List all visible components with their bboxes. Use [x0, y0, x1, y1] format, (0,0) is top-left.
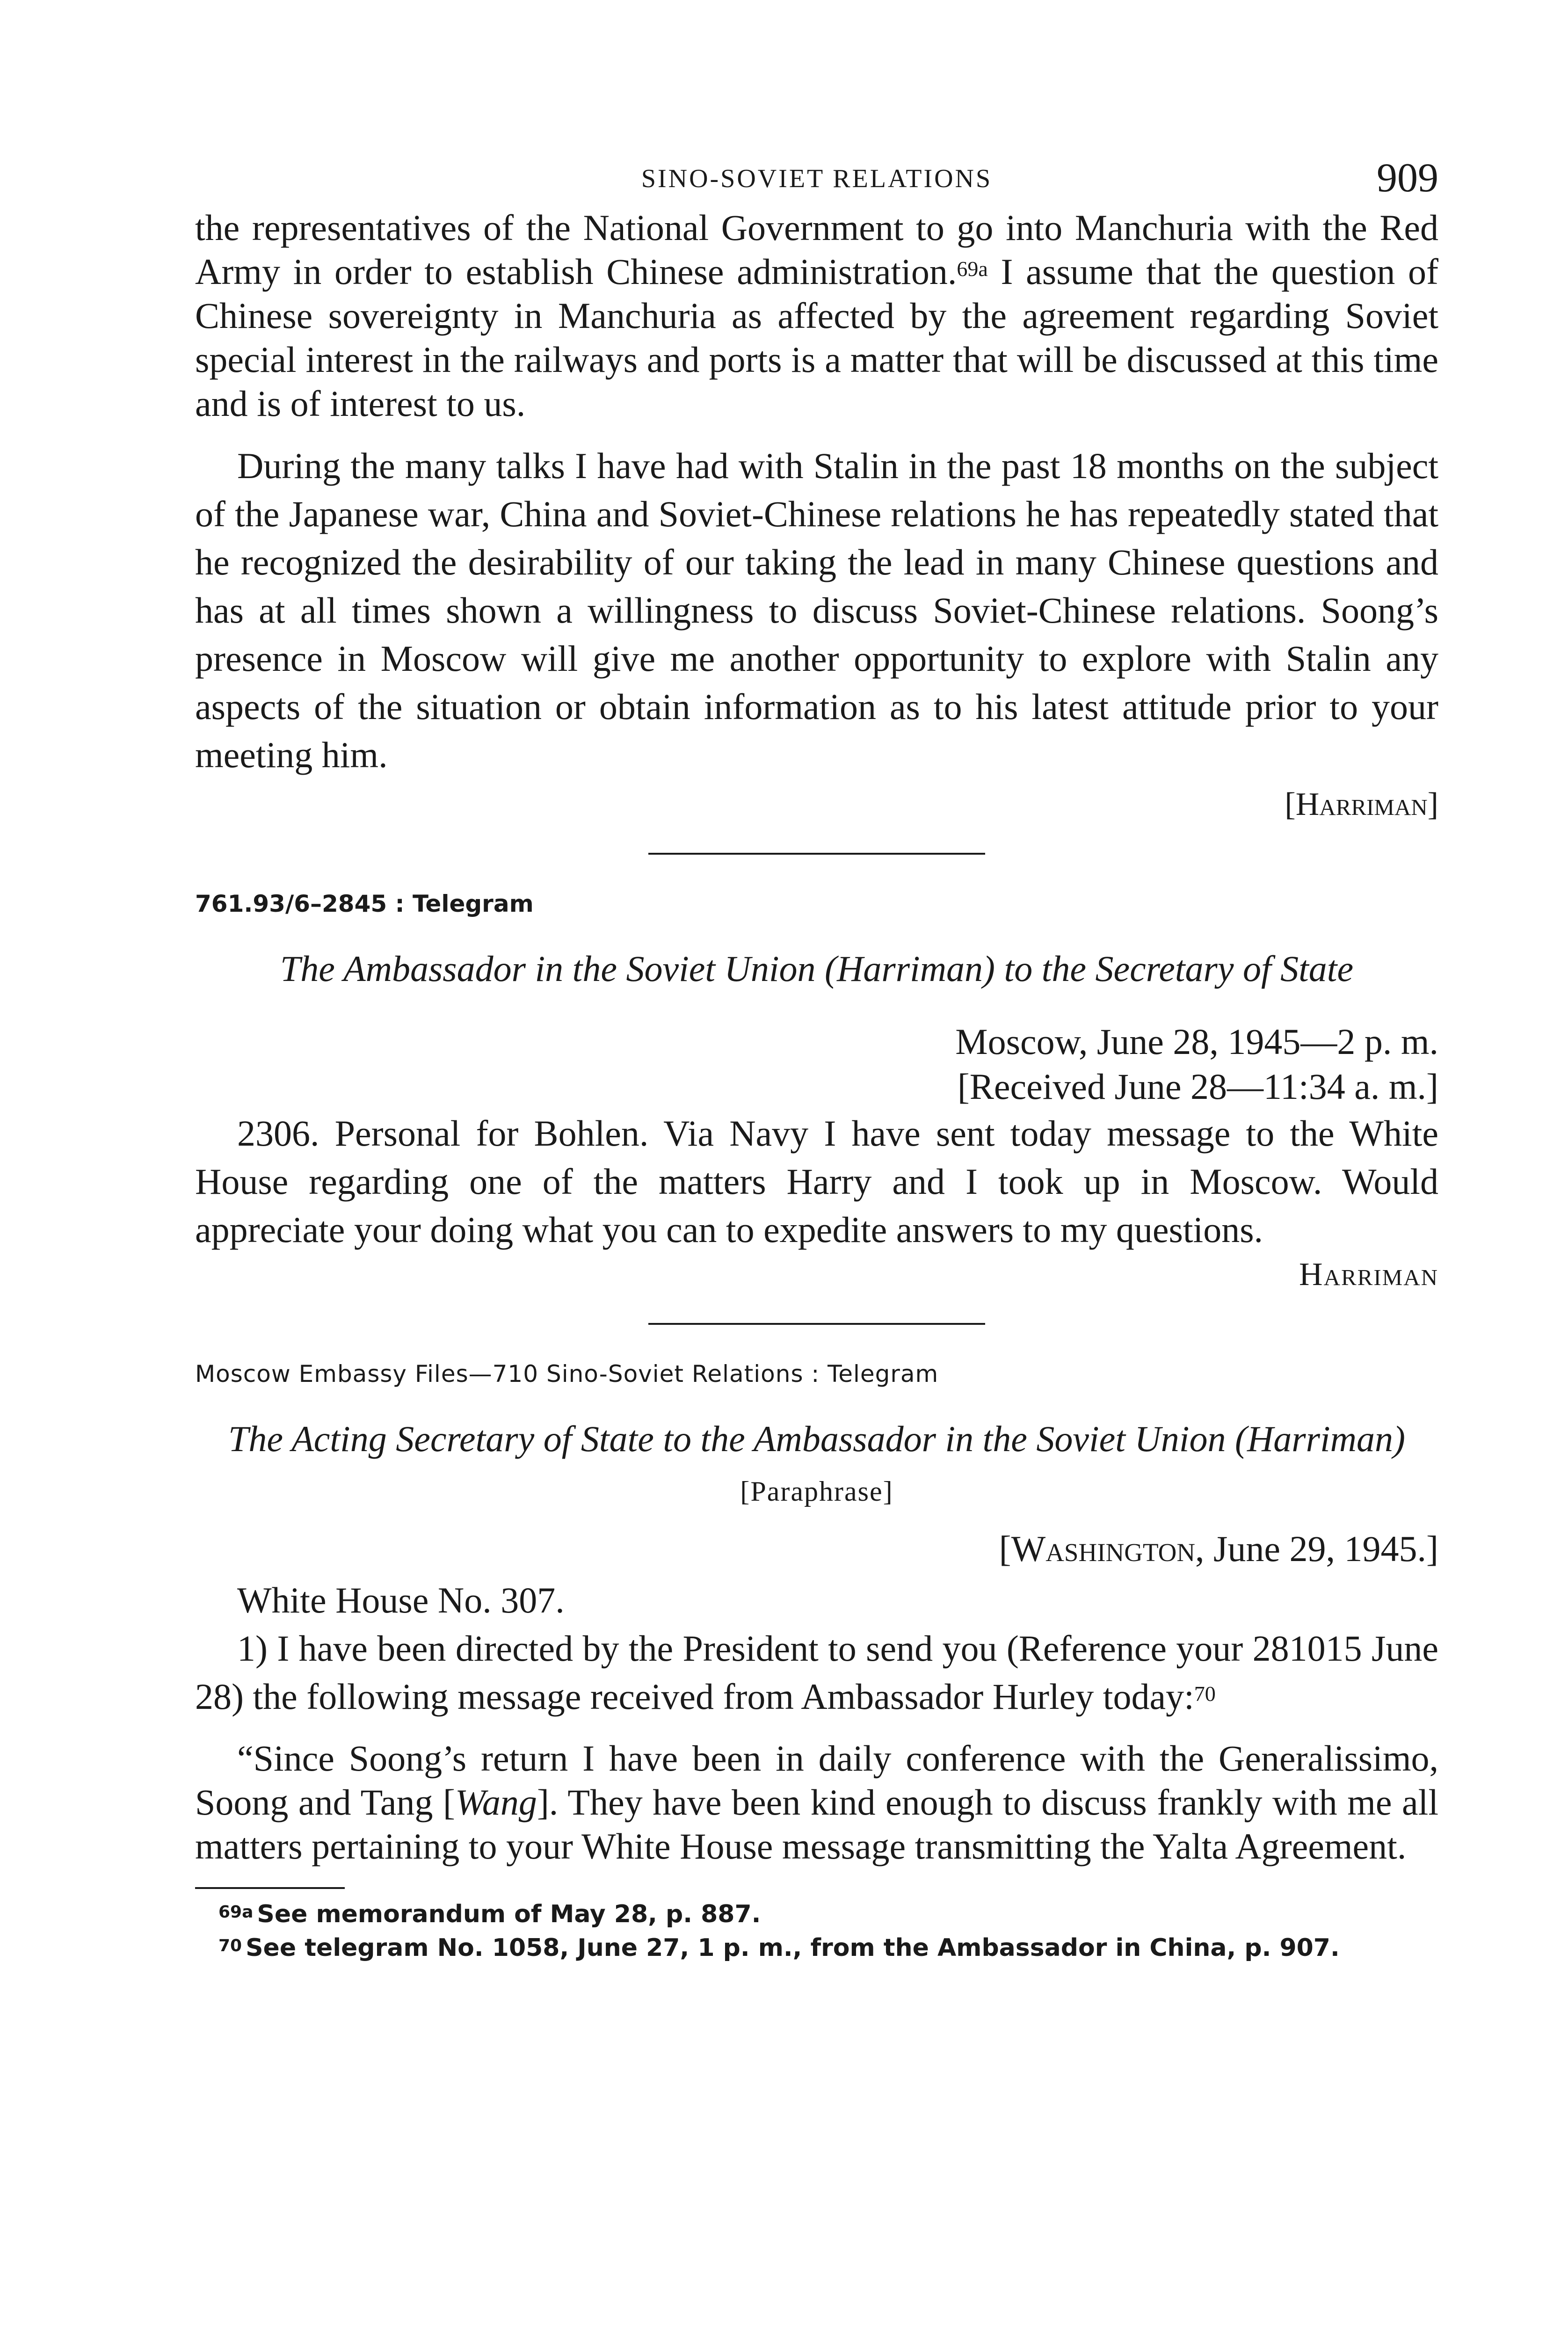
page-number: 909: [1377, 155, 1438, 201]
telegram-body-2-para-1: [195, 1624, 1438, 1721]
quoted-message: [195, 1736, 1438, 1868]
footnote-ref-69a: 69a: [957, 257, 988, 281]
white-house-number: White House No. 307.: [237, 1580, 565, 1620]
dateline-1: Moscow, June 28, 1945—2 p. m.: [955, 1021, 1438, 1062]
footnote-69a-text: See memorandum of May 28, p. 887.: [257, 1900, 761, 1928]
running-title: SINO-SOVIET RELATIONS: [641, 164, 993, 193]
signature-harriman-bracketed: [Harriman]: [1285, 786, 1438, 822]
section-divider: [648, 853, 985, 855]
received-line-1: [Received June 28—11:34 a. m.]: [957, 1066, 1438, 1107]
footnote-70-text: See telegram No. 1058, June 27, 1 p. m., from the Ambassador in China, p. 907.: [246, 1934, 1340, 1962]
opening-paragraph-1-text: the representatives of the National Government to go into Manchuria with the Red Army in order to establish Chinese administration.: [195, 207, 1438, 292]
file-reference-1: 761.93/6–2845 : Telegram: [195, 890, 534, 917]
dateline-2-place: Washington: [1011, 1528, 1196, 1569]
footnote-70-mark: 70: [218, 1936, 242, 1955]
opening-paragraph-2: During the many talks I have had with Stalin in the past 18 months on the subject of the Japanese war, China and Soviet-Chinese relations he has repeatedly stated that he recognized the desirability of our taking the lead in many Chinese questions and has at all times shown a willingness to discuss Soviet-Chinese relations. Soong’s presence in Moscow will give me another opportunity to explore with Stalin any aspects of the situation or obtain information as to his latest attitude prior to your meeting him.: [195, 445, 1438, 775]
dateline-2: [195, 1526, 1438, 1571]
opening-paragraph-1: [195, 206, 1438, 426]
signature-harriman: Harriman: [1299, 1257, 1438, 1293]
running-head: [195, 154, 1438, 206]
footnote-ref-70: 70: [1194, 1682, 1216, 1706]
opening-paragraph-1-rest: I assume that the question of Chinese sovereignty in Manchuria as affected by the agreement regarding Soviet special interest in the railways and ports is a matter that will be discussed at this time and is of interest to us.: [195, 251, 1439, 424]
document-title-1: The Ambassador in the Soviet Union (Harriman) to the Secretary of State: [280, 948, 1354, 989]
paraphrase-label: [Paraphrase]: [740, 1476, 893, 1507]
file-reference-2: Moscow Embassy Files—710 Sino-Soviet Relations : Telegram: [195, 1360, 939, 1387]
footnote-69a-mark: 69a: [218, 1903, 254, 1922]
quoted-message-italic: Wang: [455, 1782, 537, 1823]
document-title-2: The Acting Secretary of State to the Ambassador in the Soviet Union (Harriman): [228, 1418, 1405, 1459]
telegram-body-1: 2306. Personal for Bohlen. Via Navy I have sent today message to the White House regarding one of the matters Harry and I took up in Moscow. Would appreciate your doing what you can to expedite answers to my questions.: [195, 1113, 1438, 1250]
dateline-2-rest: , June 29, 1945.]: [1195, 1528, 1438, 1569]
quoted-message-part-b: ]. They have been kind enough to discuss frankly with me all matters pertaining to your White House message transmitting the Yalta Agreement.: [195, 1782, 1439, 1867]
telegram-body-2-para-1-text: 1) I have been directed by the President to send you (Reference your 281015 June 28) the following message received from Ambassador Hurley today:: [195, 1628, 1438, 1717]
document-page: [195, 154, 1438, 1965]
footnote-divider: [195, 1887, 345, 1889]
quoted-message-part-a: “Since Soong’s return I have been in daily conference with the Generalissimo, Soong and Tang [: [195, 1738, 1438, 1823]
footnote-69a: [195, 1897, 1438, 1931]
footnote-70: [195, 1931, 1438, 1965]
section-divider: [648, 1323, 985, 1325]
dateline-2-open: [: [999, 1528, 1011, 1569]
